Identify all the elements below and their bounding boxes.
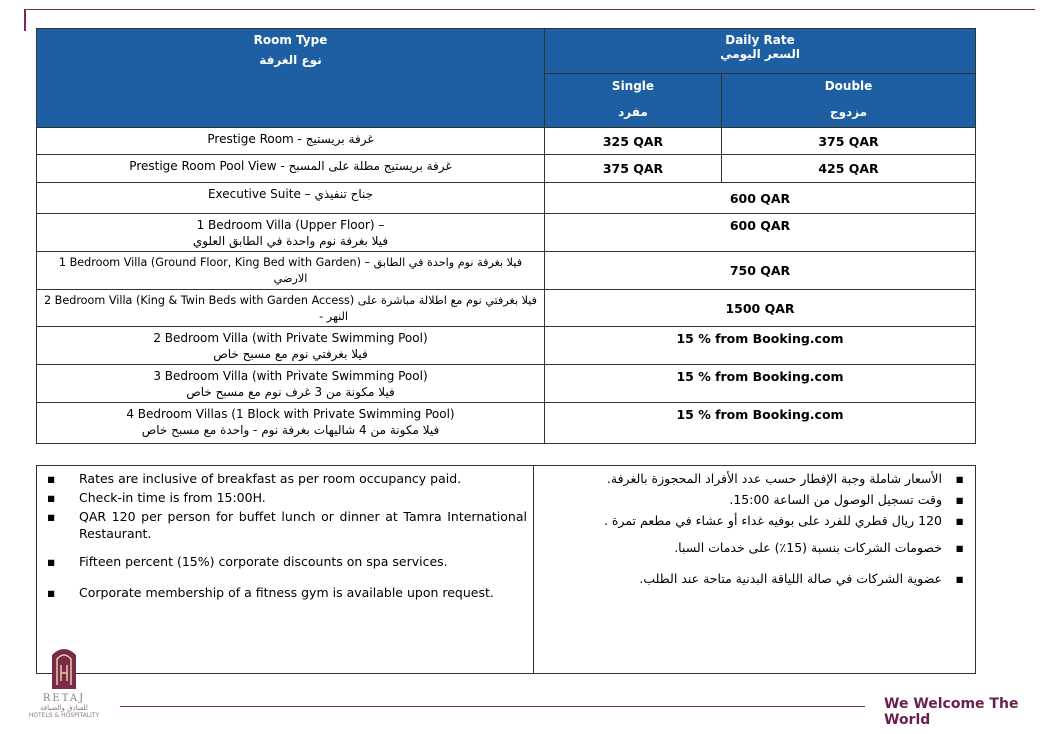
tagline: We Welcome The World — [884, 696, 1019, 728]
double-rate: 375 QAR — [722, 128, 976, 155]
bullet-icon: ▪ — [955, 492, 964, 507]
table-row — [37, 128, 976, 155]
bullet-icon: ▪ — [955, 540, 964, 555]
bullet-icon: ▪ — [955, 513, 964, 528]
list-item — [542, 570, 972, 587]
double-label-en: Double — [824, 79, 873, 93]
single-rate: 375 QAR — [545, 155, 722, 183]
top-rule — [25, 9, 1035, 10]
note-text: QAR 120 per person for buffet lunch or dinner at Tamra International Restaurant. — [79, 509, 527, 541]
list-item — [542, 470, 972, 487]
room-line1: Executive Suite – جناح تنفيذي — [207, 187, 374, 201]
daily-rate: 600 QAR — [545, 214, 976, 252]
list-item — [542, 491, 972, 508]
room-name — [37, 327, 545, 365]
daily-rate: 15 % from Booking.com — [545, 365, 976, 403]
note-text: عضوية الشركات في صالة اللياقة البدنية متاحة عند الطلب. — [639, 571, 942, 586]
daily-rate: 15 % from Booking.com — [545, 327, 976, 365]
list-item — [45, 553, 527, 570]
bullet-icon: ▪ — [47, 490, 56, 505]
note-text: خصومات الشركات بنسبة (15٪) على خدمات السبا. — [674, 540, 942, 555]
list-item — [542, 539, 972, 556]
room-type-label-en: Room Type — [253, 33, 328, 47]
top-left-corner — [24, 9, 26, 31]
note-text: الأسعار شاملة وجبة الإفطار حسب عدد الأفراد المحجوزة بالغرفة. — [606, 471, 942, 486]
bullet-icon: ▪ — [47, 585, 56, 600]
table-row — [37, 403, 976, 444]
double-header — [722, 74, 976, 128]
notes-divider — [533, 466, 534, 673]
note-text: وقت تسجيل الوصول من الساعة 15:00. — [729, 492, 942, 507]
room-line1: 2 Bedroom Villa (with Private Swimming Pool) — [153, 331, 428, 345]
room-line1: 3 Bedroom Villa (with Private Swimming Pool) — [153, 369, 428, 383]
bullet-icon: ▪ — [47, 509, 56, 524]
double-label-ar: مزدوج — [829, 105, 868, 119]
room-name — [37, 183, 545, 214]
daily-rate: 750 QAR — [545, 252, 976, 290]
room-line1: 2 Bedroom Villa (King & Twin Beds with Garden Access) فيلا بغرفتي نوم مع اطلالة مباشرة على — [43, 294, 538, 307]
retaj-logo — [20, 645, 108, 719]
room-type-header — [37, 29, 545, 128]
daily-rate: 15 % from Booking.com — [545, 403, 976, 444]
room-type-label-ar: نوع الغرفة — [259, 53, 322, 67]
note-text: Check-in time is from 15:00H. — [79, 490, 266, 505]
bullet-icon: ▪ — [47, 471, 56, 486]
room-line1: 4 Bedroom Villas (1 Block with Private Swimming Pool) — [126, 407, 455, 421]
rates-table — [36, 28, 976, 444]
room-name — [37, 403, 545, 444]
table-row — [37, 290, 976, 327]
daily-rate-label-en: Daily Rate — [725, 33, 795, 47]
room-line2: فيلا مكونة من 3 غرف نوم مع مسبح خاص — [186, 385, 395, 399]
daily-rate: 600 QAR — [545, 183, 976, 214]
table-row — [37, 155, 976, 183]
room-name — [37, 252, 545, 290]
logo-name: RETAJ — [42, 693, 86, 704]
logo-emblem-icon — [49, 645, 79, 689]
note-text: Rates are inclusive of breakfast as per room occupancy paid. — [79, 471, 462, 486]
list-item — [45, 470, 527, 487]
footer-rule — [120, 706, 865, 707]
room-line2: فيلا بغرفة نوم واحدة في الطابق العلوي — [192, 234, 389, 248]
note-text: Corporate membership of a fitness gym is available upon request. — [79, 585, 494, 600]
bullet-icon: ▪ — [955, 571, 964, 586]
room-name — [37, 214, 545, 252]
room-line1: 1 Bedroom Villa (Upper Floor) – — [196, 218, 385, 232]
single-header — [545, 74, 722, 128]
room-line2: النهر - — [319, 310, 348, 323]
list-item — [542, 512, 972, 529]
table-row — [37, 365, 976, 403]
room-name — [37, 155, 545, 183]
table-row — [37, 214, 976, 252]
list-item — [45, 489, 527, 506]
note-text: 120 ريال قطري للفرد على بوفيه غداء أو عشاء في مطعم تمرة . — [603, 513, 942, 528]
daily-rate: 1500 QAR — [545, 290, 976, 327]
room-line2: فيلا مكونة من 4 شاليهات بغرفة نوم - واحدة مع مسبح خاص — [141, 423, 440, 437]
double-rate: 425 QAR — [722, 155, 976, 183]
single-label-ar: مفرد — [618, 105, 648, 119]
room-name — [37, 365, 545, 403]
notes-box — [36, 465, 976, 674]
logo-subtitle: HOTELS & HOSPITALITY — [28, 712, 100, 719]
bullet-icon: ▪ — [955, 471, 964, 486]
table-row — [37, 327, 976, 365]
single-label-en: Single — [611, 79, 655, 93]
bullet-icon: ▪ — [47, 554, 56, 569]
room-line1: Prestige Room - غرفة بريستيج — [207, 132, 374, 146]
room-line1: Prestige Room Pool View - غرفة بريستيج مطلة على المسبح — [129, 159, 452, 173]
daily-rate-label-ar: السعر اليومي — [720, 47, 800, 61]
single-rate: 325 QAR — [545, 128, 722, 155]
room-name — [37, 290, 545, 327]
list-item — [45, 508, 527, 542]
list-item — [45, 584, 527, 601]
notes-ar — [542, 470, 972, 587]
room-name — [37, 128, 545, 155]
notes-en — [45, 470, 527, 601]
logo-arabic: للفنادق والضيافة — [40, 704, 88, 712]
daily-rate-header — [545, 29, 976, 74]
room-line2: فيلا بغرفتي نوم مع مسبح خاص — [213, 347, 368, 361]
table-row — [37, 252, 976, 290]
table-row — [37, 183, 976, 214]
room-line1: 1 Bedroom Villa (Ground Floor, King Bed with Garden) – فيلا بغرفة نوم واحدة في الطابق الارضي — [58, 256, 523, 285]
note-text: Fifteen percent (15%) corporate discounts on spa services. — [79, 554, 448, 569]
